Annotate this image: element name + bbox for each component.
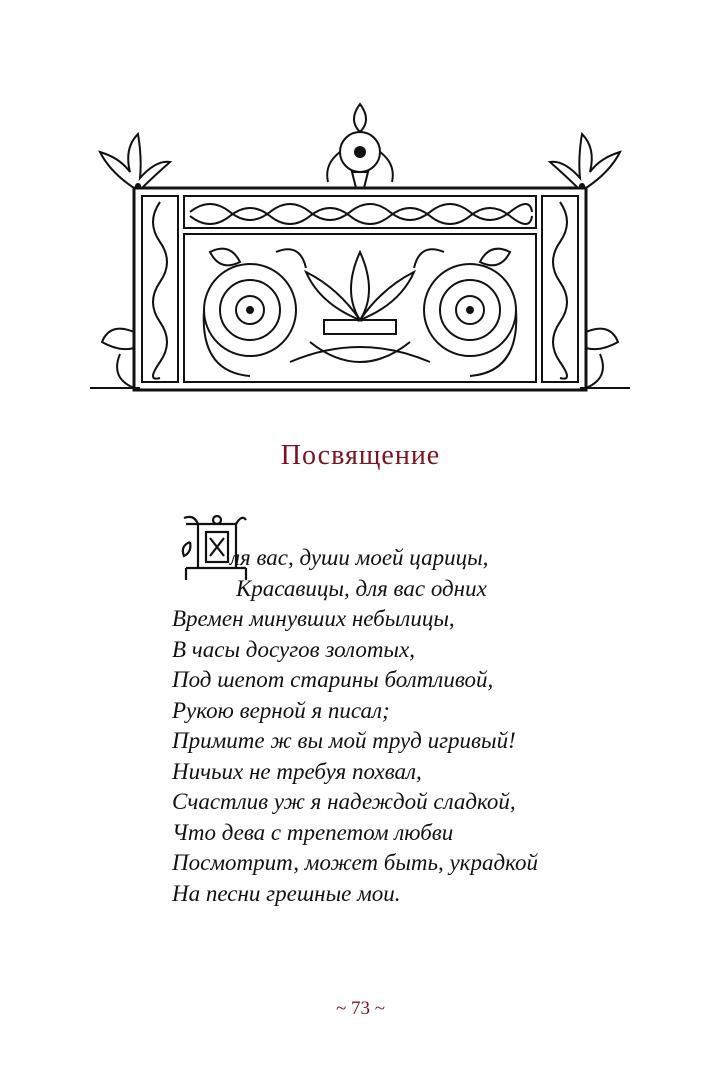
- poem-line: Счастлив уж я надеждой сладкой,: [172, 789, 516, 814]
- poem-line: В часы досугов золотых,: [172, 636, 415, 662]
- poem-line: Посмотрит, может быть, украдкой: [172, 850, 538, 875]
- poem-line: Примите ж вы мой труд игривый!: [172, 728, 516, 753]
- poem-line: Что дева с трепетом любви: [172, 819, 454, 845]
- poem-line: Ничьих не требуя похвал,: [172, 758, 422, 784]
- poem-title: Посвящение: [280, 440, 441, 471]
- poem-line: Под шепот старины болтливой,: [172, 667, 494, 692]
- poem-line: Рукою верной я писал;: [172, 697, 390, 723]
- poem-line: Времен минувших небылицы,: [172, 606, 455, 631]
- poem-body: [172, 543, 642, 909]
- poem-line: Красавицы, для вас одних: [236, 575, 487, 601]
- page-number: ~ 73 ~: [335, 998, 386, 1019]
- poem-line: На песни грешные мои.: [172, 880, 401, 906]
- ornamental-headpiece: [80, 92, 640, 398]
- poem-line: ля вас, души моей царицы,: [230, 545, 489, 570]
